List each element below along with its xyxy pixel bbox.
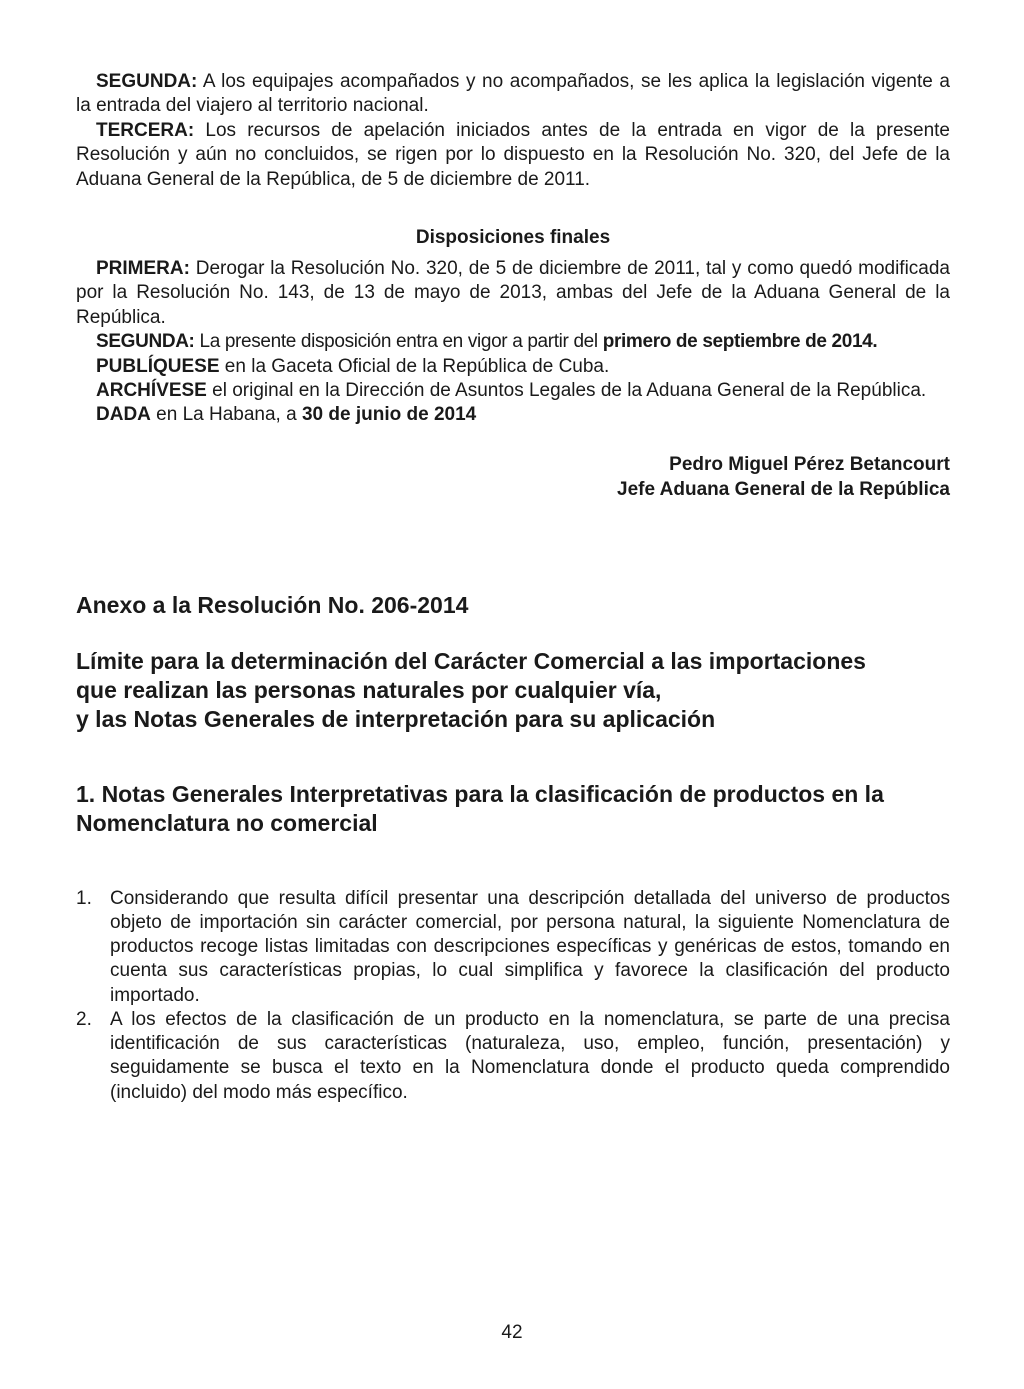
transitional-tercera (76, 119, 950, 192)
notes-section-title (76, 780, 950, 838)
clause-label: SEGUNDA: (96, 331, 195, 353)
signing-date: 30 de junio de 2014 (301, 404, 477, 426)
clause-label: DADA (96, 404, 151, 426)
list-item (76, 887, 950, 1008)
notes-title-line: Nomenclatura no comercial (76, 809, 378, 836)
list-item-number: 1. (76, 887, 92, 909)
clause-text: Los recursos de apelación iniciados antes de la entrada en vigor de la presente Resolución y aún no concluidos, se rigen por lo dispuesto en la Resolución No. 320, del Jefe de la Aduana General de la República, de 5 de diciembre de 2011. (76, 119, 950, 190)
clause-label: PRIMERA: (96, 258, 190, 280)
clause-text: en la Gaceta Oficial de la República de Cuba. (219, 355, 610, 377)
final-provisions-title: Disposiciones finales (415, 227, 611, 249)
list-item-text: Considerando que resulta difícil presentar una descripción detallada del universo de productos objeto de importación sin carácter comercial, por persona natural, la siguiente Nomenclatura de productos recoge listas limitadas con descripciones específicas y genéricas de estos, tomando en cuenta sus características propias, lo cual simplifica y favorece la clasificación del producto importado. (110, 887, 950, 1006)
document-page (76, 70, 950, 1105)
final-dada (76, 403, 950, 427)
limit-title-line: Límite para la determinación del Carácter Comercial a las importaciones (76, 647, 866, 674)
list-item-text: A los efectos de la clasificación de un producto en la nomenclatura, se parte de una precisa identificación de sus características (naturaleza, uso, empleo, función, presentación) y seguidamente se busca el texto en la Nomenclatura donde el producto queda comprendido (incluido) del modo más específico. (110, 1008, 950, 1103)
transitional-segunda (76, 70, 950, 119)
effective-date: primero de septiembre de 2014. (602, 331, 878, 353)
annex-title: Anexo a la Resolución No. 206-2014 (76, 591, 469, 618)
notes-list (76, 887, 950, 1105)
clause-text: en La Habana, a (150, 404, 302, 426)
notes-title-line: 1. Notas Generales Interpretativas para la clasificación de productos en la (76, 780, 884, 807)
signature-block (76, 452, 950, 502)
limit-title-line: que realizan las personas naturales por cualquier vía, (76, 676, 662, 703)
final-archivese (76, 379, 950, 403)
list-item (76, 1008, 950, 1105)
clause-label: SEGUNDA: (96, 71, 198, 92)
clause-label: PUBLÍQUESE (96, 355, 220, 377)
page-number: 42 (501, 1322, 523, 1343)
clause-text: La presente disposición entra en vigor a partir del (194, 331, 603, 353)
signatory-title: Jefe Aduana General de la República (617, 478, 950, 500)
limit-title-line: y las Notas Generales de interpretación para su aplicación (76, 705, 716, 732)
clause-text: Derogar la Resolución No. 320, de 5 de diciembre de 2011, tal y como quedó modificada por la Resolución No. 143, de 13 de mayo de 2013, ambas del Jefe de la Aduana General de la República. (76, 258, 950, 328)
clause-label: TERCERA: (96, 119, 195, 141)
limit-title (76, 647, 950, 734)
clause-text: A los equipajes acompañados y no acompañados, se les aplica la legislación vigente a la entrada del viajero al territorio nacional. (76, 71, 950, 117)
signatory-name: Pedro Miguel Pérez Betancourt (669, 453, 950, 475)
clause-text: el original en la Dirección de Asuntos Legales de la Aduana General de la República. (206, 380, 927, 402)
clause-label: ARCHÍVESE (96, 380, 207, 402)
list-item-number: 2. (76, 1008, 92, 1030)
final-publiquese (76, 355, 950, 379)
final-segunda (76, 330, 950, 354)
final-primera (76, 257, 950, 330)
